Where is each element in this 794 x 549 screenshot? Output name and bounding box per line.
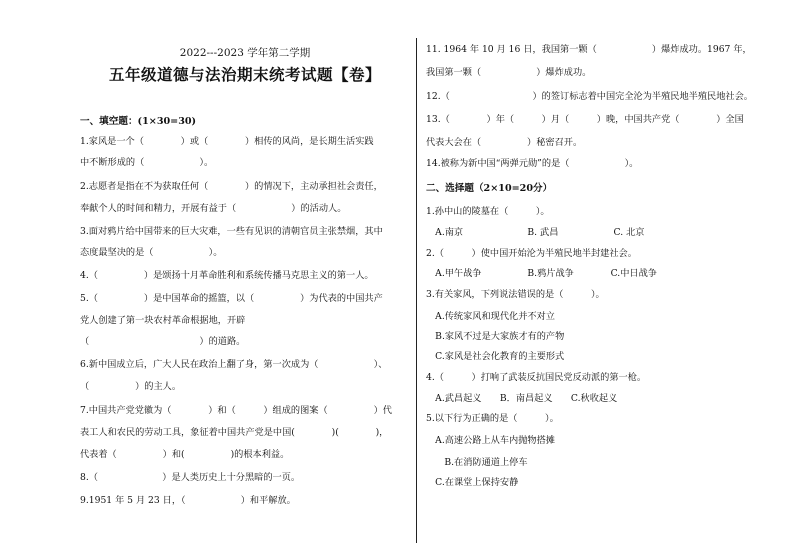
- question-line: （ ）的道路。: [80, 336, 246, 347]
- question-line: 1.孙中山的陵墓在（ ）。: [426, 206, 550, 217]
- option-line: C.家风是社会化教育的主要形式: [426, 351, 565, 362]
- question-line: 8.（ ）是人类历史上十分黑暗的一页。: [80, 472, 301, 483]
- question-line: 14.被称为新中国“两弹元勋”的是（ ）。: [426, 158, 639, 169]
- question-line: 2.志愿者是指在不为获取任何（ ）的情况下，主动承担社会责任，: [80, 181, 383, 192]
- question-line: 13.（ ）年（ ）月（ ）晚，中国共产党（ ）全国: [426, 114, 744, 125]
- question-line: 党人创建了第一块农村革命根据地，开辟: [80, 315, 246, 326]
- question-line: 9.1951 年 5 月 23 日，（ ）和平解放。: [80, 495, 296, 506]
- question-line: 我国第一颗（ ）爆炸成功。: [426, 67, 592, 78]
- question-line: 中不断形成的（ ）。: [80, 157, 214, 168]
- question-line: 态度最坚决的是（ ）。: [80, 247, 223, 258]
- question-line: 7.中国共产党党徽为（ ）和（ ）组成的图案（ ）代: [80, 405, 392, 416]
- question-line: 1.家风是一个（ ）或（ ）相传的风尚，是长期生活实践: [80, 136, 374, 147]
- question-line: 12.（ ）的签订标志着中国完全沦为半殖民地半殖民地社会。: [426, 91, 753, 102]
- question-line: 3.面对鸦片给中国带来的巨大灾难，一些有见识的清朝官员主张禁烟，其中: [80, 226, 383, 237]
- exam-title: 五年级道德与法治期末统考试题【卷】: [108, 65, 381, 84]
- question-line: 4.（ ）打响了武装反抗国民党反动派的第一枪。: [426, 372, 647, 383]
- section-heading: 一、填空题：(1×30=30): [80, 116, 197, 127]
- question-line: 代表大会在（ ）秘密召开。: [426, 137, 583, 148]
- question-line: 2.（ ）使中国开始沦为半殖民地半封建社会。: [426, 248, 637, 259]
- option-line: A.甲午战争 B.鸦片战争 C.中日战争: [426, 268, 657, 279]
- option-line: B.在消防通道上停车: [426, 457, 528, 468]
- option-line: A.高速公路上从车内抛物搭摊: [426, 435, 555, 446]
- question-line: （ ）的主人。: [80, 381, 182, 392]
- option-line: A.南京 B. 武昌 C. 北京: [426, 227, 645, 238]
- school-year: 2022---2023 学年第二学期: [179, 47, 311, 59]
- question-line: 5.以下行为正确的是（ ）。: [426, 413, 559, 424]
- section-heading: 二、选择题（2×10=20分）: [426, 183, 553, 194]
- question-line: 表工人和农民的劳动工具，象征着中国共产党是中国( )( )，: [80, 427, 389, 438]
- question-line: 代表着（ ）和( )的根本利益。: [80, 449, 290, 460]
- column-divider: [416, 38, 417, 543]
- question-line: 5.（ ）是中国革命的摇篮，以（ ）为代表的中国共产: [80, 293, 383, 304]
- option-line: A.传统家风和现代化并不对立: [426, 311, 555, 322]
- question-line: 4.（ ）是颂扬十月革命胜利和系统传播马克思主义的第一人。: [80, 270, 374, 281]
- question-line: 6.新中国成立后，广大人民在政治上翻了身，第一次成为（ ）、: [80, 359, 388, 370]
- option-line: B.家风不过是大家族才有的产物: [426, 331, 565, 342]
- question-line: 11. 1964 年 10 月 16 日，我国第一颗（ ）爆炸成功。1967 年，: [426, 44, 752, 55]
- question-line: 3.有关家风，下列说法错误的是（ ）。: [426, 289, 605, 300]
- question-line: 奉献个人的时间和精力，开展有益于（ ）的活动人。: [80, 203, 347, 214]
- option-line: A.武昌起义 B．南昌起义 C.秋收起义: [426, 393, 618, 404]
- option-line: C.在课堂上保持安静: [426, 477, 519, 488]
